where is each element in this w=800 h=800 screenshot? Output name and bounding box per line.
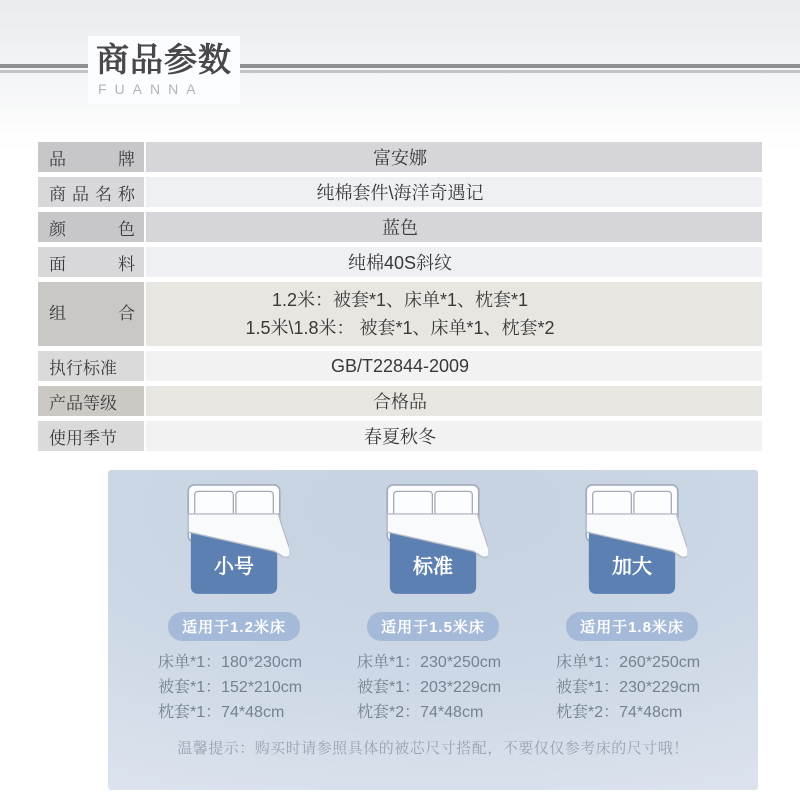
row-label-cell xyxy=(38,247,146,277)
size-specs xyxy=(158,650,310,725)
spec-line: 被套*1：152*210cm xyxy=(158,679,303,696)
spec-line: 枕套*2：74*48cm xyxy=(357,704,484,721)
table-row-color xyxy=(38,212,762,242)
spec-line: 枕套*1：74*48cm xyxy=(158,704,285,721)
spec-line: 被套*1：203*229cm xyxy=(357,679,502,696)
brand-logo-text: FUANNA xyxy=(98,81,204,98)
row-label: 商品名称 xyxy=(49,184,135,204)
size-badge: 适用于1.8米床 xyxy=(566,612,698,641)
size-badge: 适用于1.2米床 xyxy=(168,612,300,641)
row-label-cell xyxy=(38,351,146,381)
row-label-cell xyxy=(38,282,146,346)
row-label: 组合 xyxy=(49,304,135,323)
row-value: 春夏秋冬 xyxy=(364,427,436,447)
param-table xyxy=(38,142,762,456)
row-value-line: 1.5米\1.8米： 被套*1、床单*1、枕套*2 xyxy=(245,318,555,338)
page-title: 商品参数 xyxy=(96,41,232,78)
row-label-cell xyxy=(38,421,146,451)
row-label: 颜色 xyxy=(49,219,135,239)
table-row-standard xyxy=(38,351,762,381)
bed-illustration-icon xyxy=(378,483,488,599)
row-label-cell xyxy=(38,386,146,416)
header-title-box xyxy=(88,36,240,104)
size-card-small xyxy=(135,483,334,725)
spec-line: 被套*1：230*229cm xyxy=(556,679,701,696)
row-label: 品牌 xyxy=(49,149,135,169)
size-specs xyxy=(556,650,708,725)
row-label: 产品等级 xyxy=(49,393,117,413)
note-text: 温馨提示：购买时请参照具体的被芯尺寸搭配，不要仅仅参考床的尺寸哦！ xyxy=(177,740,689,757)
row-label-cell xyxy=(38,212,146,242)
row-value: 纯棉套件\海洋奇遇记 xyxy=(316,183,484,203)
row-label: 执行标准 xyxy=(49,358,117,378)
size-guide-panel xyxy=(108,470,758,790)
table-row-brand xyxy=(38,142,762,172)
spec-line: 床单*1：260*250cm xyxy=(556,654,701,671)
table-row-combination xyxy=(38,282,762,346)
row-value: 富安娜 xyxy=(373,148,427,168)
size-card-large xyxy=(533,483,732,725)
row-value: 合格品 xyxy=(373,392,427,412)
size-badge: 适用于1.5米床 xyxy=(367,612,499,641)
spec-line: 枕套*2：74*48cm xyxy=(556,704,683,721)
row-value-line: 1.2米：被套*1、床单*1、枕套*1 xyxy=(271,290,529,310)
spec-line: 床单*1：180*230cm xyxy=(158,654,303,671)
row-label-cell xyxy=(38,142,146,172)
bed-size-label: 加大 xyxy=(612,556,652,579)
row-label: 面料 xyxy=(49,254,135,274)
table-row-grade xyxy=(38,386,762,416)
row-value: 蓝色 xyxy=(382,218,418,238)
bed-size-label: 小号 xyxy=(214,556,254,579)
table-row-fabric xyxy=(38,247,762,277)
spec-line: 床单*1：230*250cm xyxy=(357,654,502,671)
bed-illustration-icon xyxy=(179,483,289,599)
row-value: 纯棉40S斜纹 xyxy=(347,253,453,273)
size-columns xyxy=(108,470,758,725)
row-label: 使用季节 xyxy=(49,428,117,448)
size-specs xyxy=(357,650,509,725)
row-label-cell xyxy=(38,177,146,207)
bed-illustration-icon xyxy=(577,483,687,599)
table-row-season xyxy=(38,421,762,451)
row-value: GB/T22844-2009 xyxy=(330,355,470,376)
table-row-product-name xyxy=(38,177,762,207)
bed-size-label: 标准 xyxy=(413,556,453,579)
size-card-standard xyxy=(334,483,533,725)
